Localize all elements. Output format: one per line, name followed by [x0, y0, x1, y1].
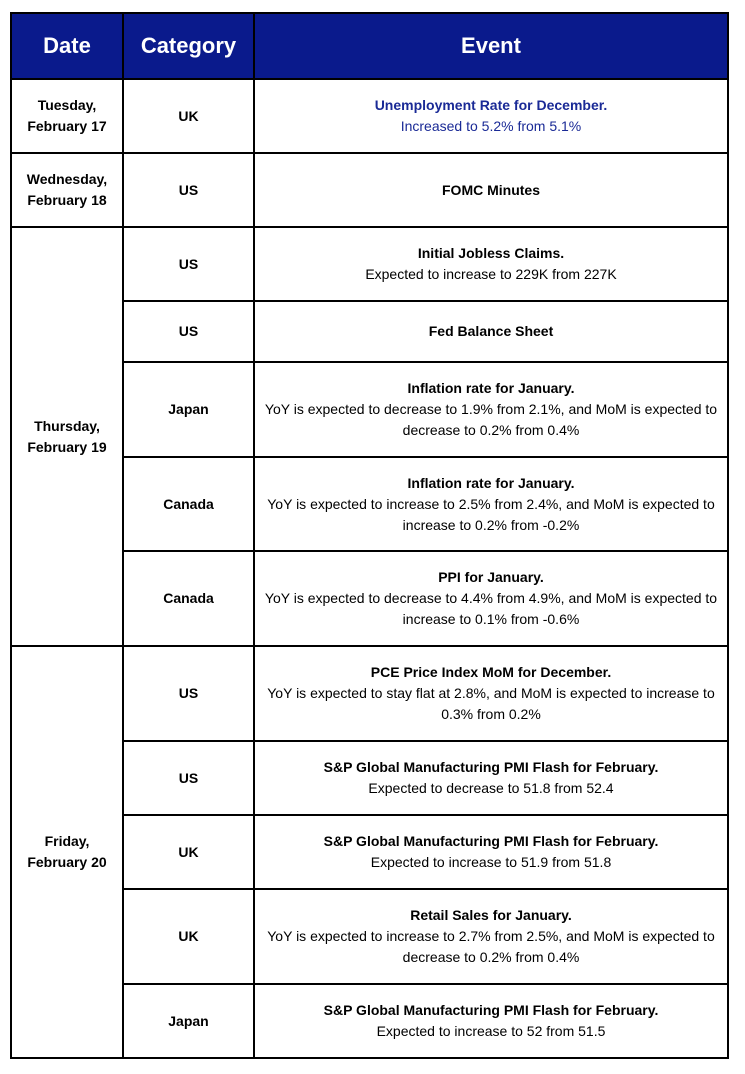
event-cell — [254, 227, 728, 301]
event-cell — [254, 301, 728, 362]
category-cell: UK — [123, 889, 254, 984]
event-description: YoY is expected to decrease to 4.4% from 4.9%, and MoM is expected to increase to 0.1% from -0.6% — [264, 590, 718, 627]
date-header: Date — [11, 13, 123, 79]
date-cell — [11, 153, 123, 227]
event-cell — [254, 551, 728, 646]
event-header: Event — [254, 13, 728, 79]
date-cell — [11, 646, 123, 1058]
event-cell — [254, 362, 728, 457]
event-cell — [254, 815, 728, 889]
event-cell — [254, 984, 728, 1058]
category-cell: US — [123, 153, 254, 227]
event-description: Increased to 5.2% from 5.1% — [400, 118, 582, 134]
table-row — [11, 79, 728, 153]
table-row — [11, 227, 728, 301]
event-title: Retail Sales for January. — [410, 907, 572, 923]
event-title: Unemployment Rate for December. — [374, 97, 608, 113]
date-cell — [11, 79, 123, 153]
event-description: YoY is expected to decrease to 1.9% from 2.1%, and MoM is expected to decrease to 0.2% from 0.4% — [264, 401, 718, 438]
event-title: Inflation rate for January. — [407, 474, 575, 491]
date-day: Thursday, — [34, 417, 100, 434]
date-day: Friday, — [44, 833, 90, 849]
event-title: Fed Balance Sheet — [428, 323, 554, 339]
event-title: S&P Global Manufacturing PMI Flash for February. — [323, 833, 659, 849]
event-cell — [254, 889, 728, 984]
event-description: Expected to decrease to 51.8 from 52.4 — [368, 780, 614, 796]
category-cell: Canada — [123, 457, 254, 551]
date-day: Tuesday, — [37, 97, 97, 113]
table-row — [11, 153, 728, 227]
date-cell — [11, 227, 123, 646]
event-title: S&P Global Manufacturing PMI Flash for February. — [323, 759, 659, 775]
category-cell: Canada — [123, 551, 254, 646]
event-cell — [254, 457, 728, 551]
category-cell: US — [123, 227, 254, 301]
event-description: Expected to increase to 51.9 from 51.8 — [370, 854, 612, 870]
event-title: PCE Price Index MoM for December. — [370, 664, 612, 680]
category-cell: US — [123, 741, 254, 815]
header-row — [11, 13, 728, 79]
event-cell — [254, 79, 728, 153]
category-cell: US — [123, 646, 254, 741]
date-day: Wednesday, — [26, 171, 108, 187]
event-description: Expected to increase to 52 from 51.5 — [376, 1023, 606, 1039]
table-row — [11, 646, 728, 741]
category-cell: Japan — [123, 984, 254, 1058]
category-header: Category — [123, 13, 254, 79]
date-month: February 20 — [27, 854, 107, 870]
date-month: February 19 — [27, 438, 107, 455]
event-title: FOMC Minutes — [442, 181, 540, 198]
category-cell: UK — [123, 79, 254, 153]
category-cell: Japan — [123, 362, 254, 457]
event-title: Inflation rate for January. — [407, 380, 575, 396]
event-cell — [254, 646, 728, 741]
event-cell — [254, 153, 728, 227]
event-description: YoY is expected to increase to 2.5% from 2.4%, and MoM is expected to increase to 0.2% from -0.2% — [267, 495, 715, 533]
date-month: February 17 — [27, 118, 107, 134]
event-title: Initial Jobless Claims. — [417, 245, 565, 261]
event-title: PPI for January. — [438, 569, 544, 585]
category-cell: UK — [123, 815, 254, 889]
event-description: YoY is expected to stay flat at 2.8%, and MoM is expected to increase to 0.3% from 0.2% — [267, 685, 715, 722]
event-title: S&P Global Manufacturing PMI Flash for February. — [323, 1002, 659, 1018]
economic-calendar-table — [10, 12, 729, 1059]
event-cell — [254, 741, 728, 815]
date-month: February 18 — [27, 192, 107, 208]
category-cell: US — [123, 301, 254, 362]
event-description: Expected to increase to 229K from 227K — [365, 266, 617, 282]
event-description: YoY is expected to increase to 2.7% from 2.5%, and MoM is expected to decrease to 0.2% from 0.4% — [267, 928, 715, 965]
